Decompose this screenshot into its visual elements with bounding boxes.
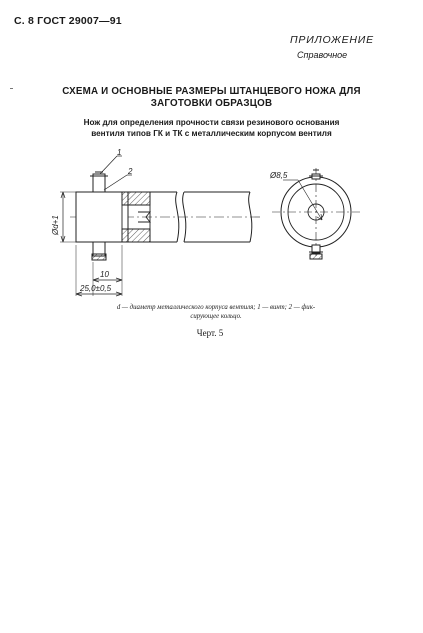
break-line-left bbox=[176, 192, 179, 242]
end-view bbox=[272, 168, 360, 259]
figure-subtitle-line-1: Нож для определения прочности связи резинового основания bbox=[83, 118, 340, 127]
dim-hole-label: Ø8,5 bbox=[270, 171, 288, 180]
knife-ring bbox=[76, 192, 128, 242]
section-title-line-1: СХЕМА И ОСНОВНЫЕ РАЗМЕРЫ ШТАНЦЕВОГО НОЖА ДЛЯ bbox=[62, 86, 361, 97]
dim-diameter-label: Ød+1 bbox=[51, 215, 60, 235]
figure-subtitle-line-2: вентиля типов ГК и ТК с металлическим корпусом вентиля bbox=[91, 128, 332, 138]
screw-top bbox=[93, 174, 105, 192]
side-view bbox=[60, 156, 262, 296]
hatch-top bbox=[122, 192, 150, 205]
appendix-type: Справочное bbox=[297, 50, 348, 60]
hole-dim-leader bbox=[298, 180, 322, 220]
callout-1: 1 bbox=[117, 148, 122, 157]
leader-1 bbox=[100, 156, 117, 174]
leader-2 bbox=[104, 175, 127, 190]
screw-bottom-head bbox=[92, 254, 106, 260]
section-title-line-2: ЗАГОТОВКИ ОБРАЗЦОВ bbox=[150, 98, 273, 109]
figure-number: Черт. 5 bbox=[196, 328, 224, 338]
appendix-label: ПРИЛОЖЕНИЕ bbox=[290, 34, 374, 46]
figure-caption bbox=[92, 304, 340, 321]
dim-25-label: 25,0±0,5 bbox=[80, 284, 112, 293]
figure-caption-line-1: d — диаметр металлического корпуса вентиля; 1 — винт; 2 — фик- bbox=[116, 304, 316, 311]
figure-caption-line-2: сирующее кольцо. bbox=[190, 312, 242, 320]
page-header: С. 8 ГОСТ 29007—91 bbox=[14, 15, 122, 27]
callout-2: 2 bbox=[128, 167, 133, 176]
dim-10-label: 10 bbox=[100, 270, 109, 279]
hatch-bottom bbox=[122, 229, 150, 242]
